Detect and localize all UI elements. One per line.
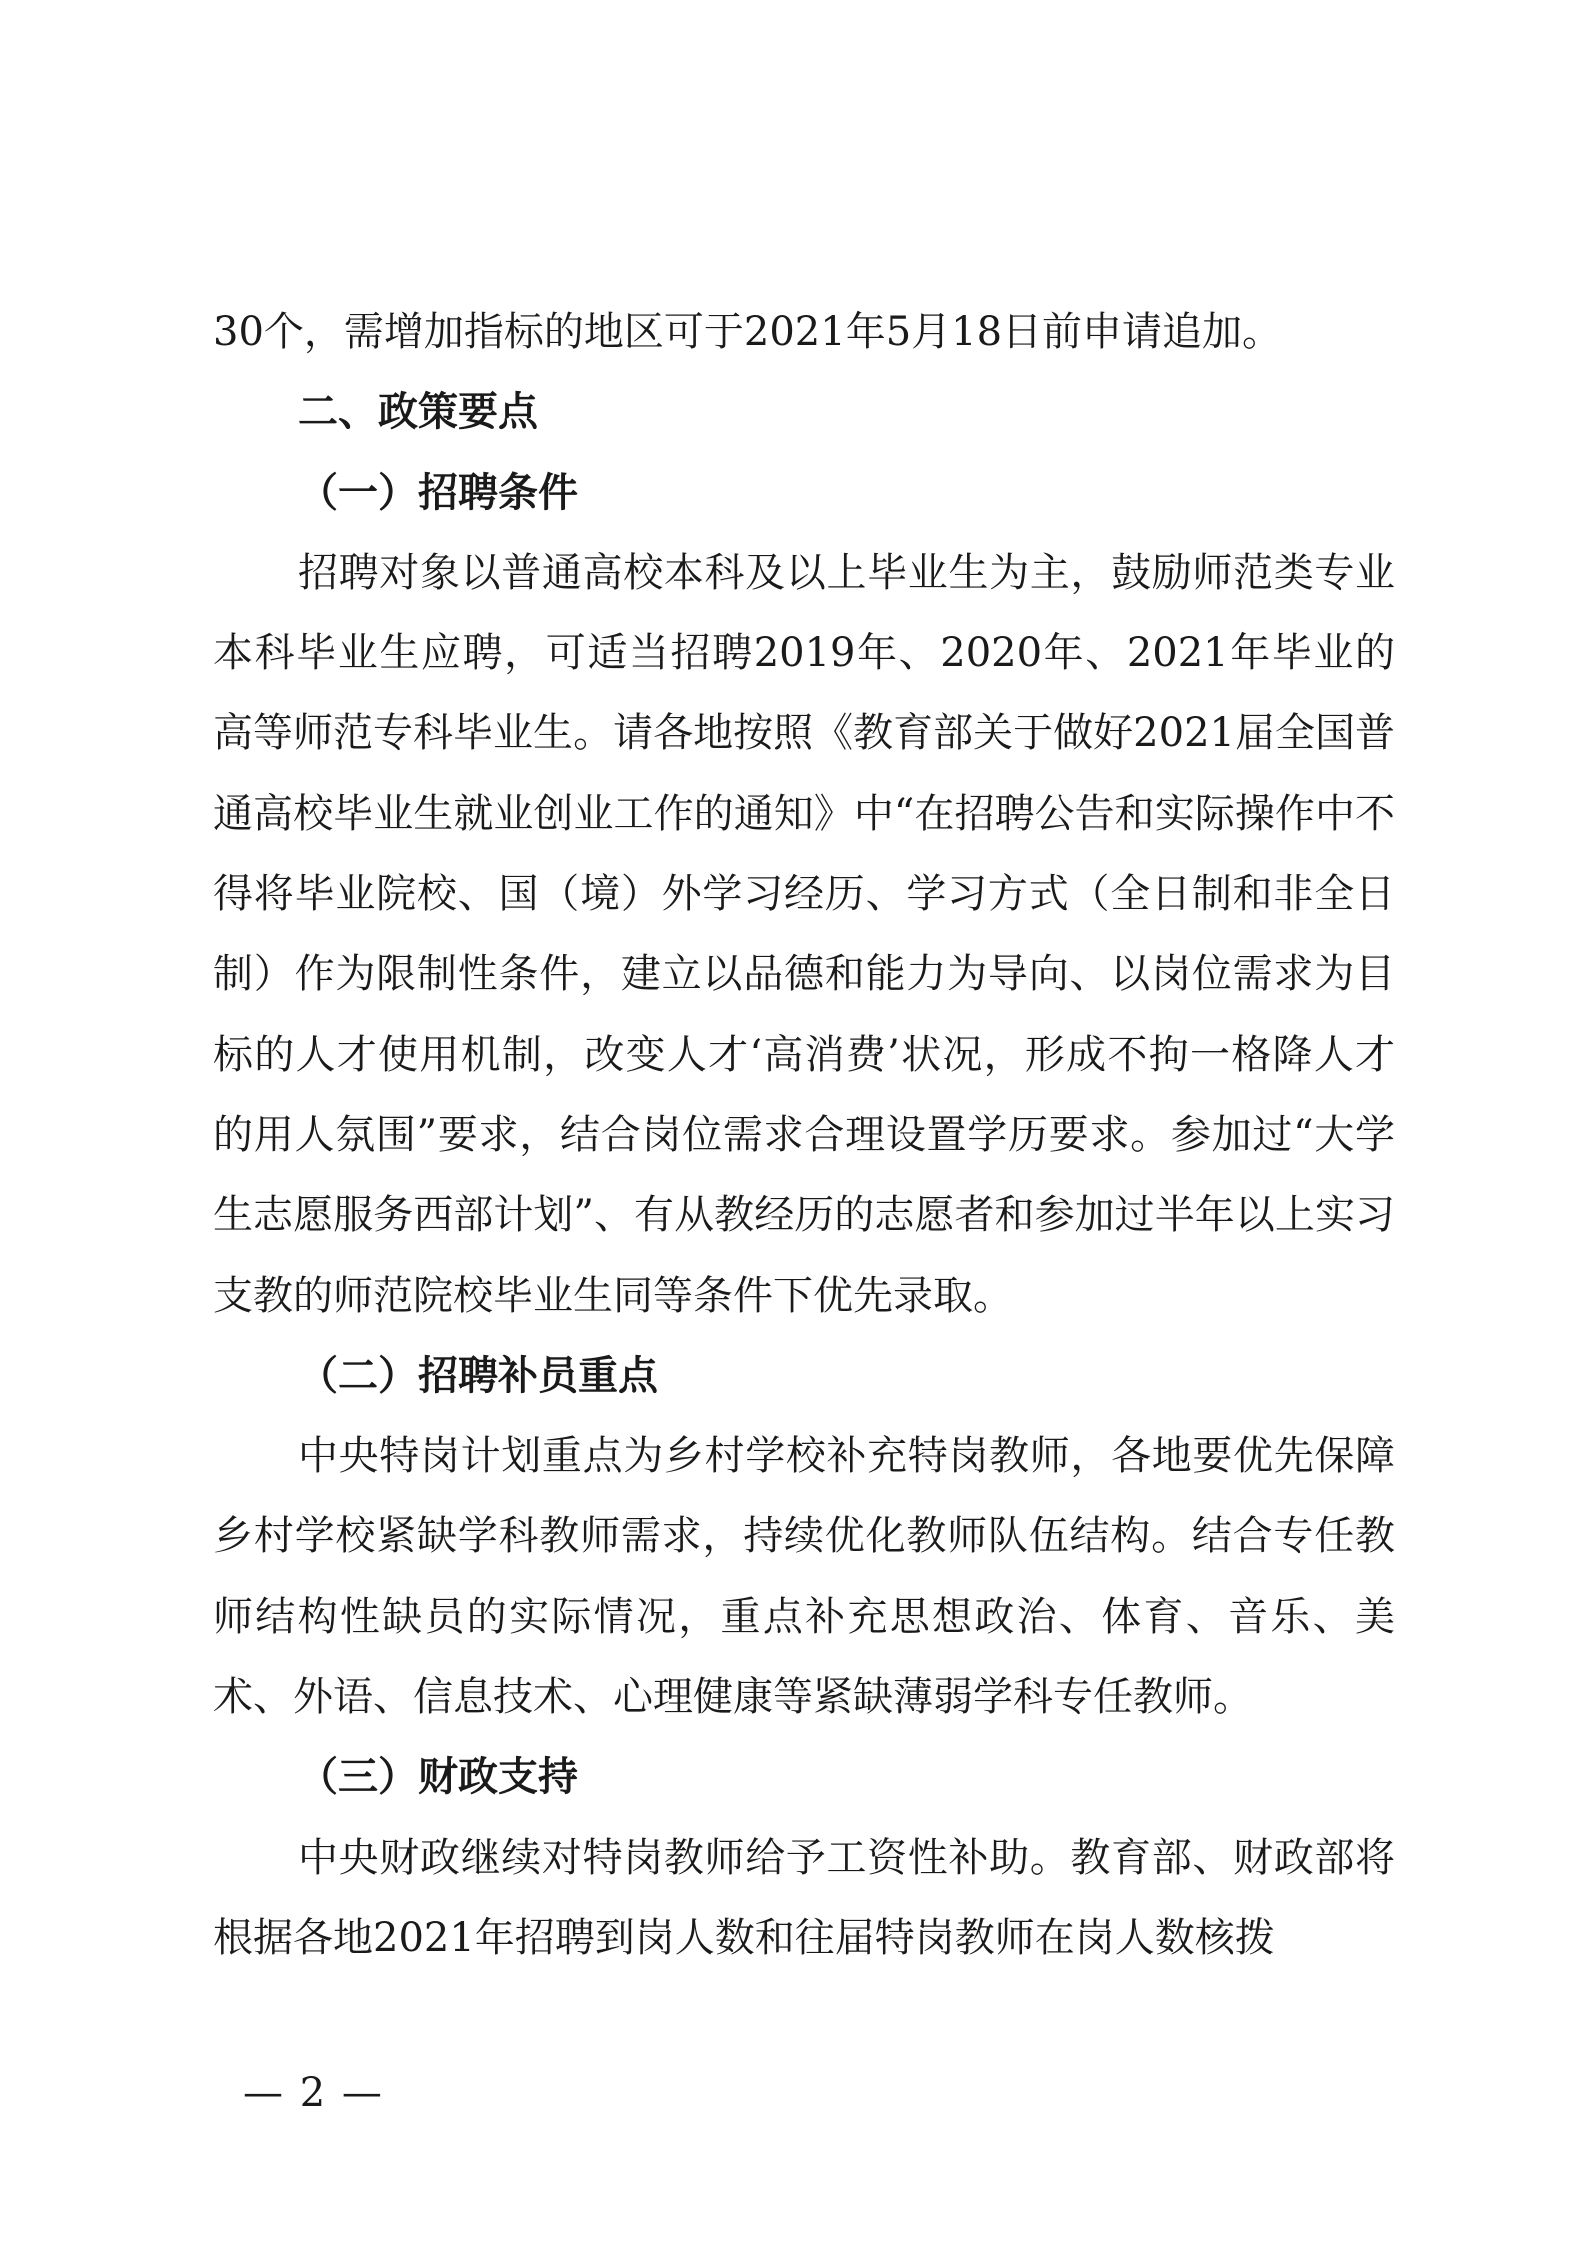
- paragraph-recruitment-conditions: 招聘对象以普通高校本科及以上毕业生为主，鼓励师范类专业本科毕业生应聘，可适当招聘2019年、2020年、2021年毕业的高等师范专科毕业生。请各地按照《教育部关于做好2021届全国普通高校毕业生就业创业工作的通知》中“在招聘公告和实际操作中不得将毕业院校、国（境）外学习经历、学习方式（全日制和非全日制）作为限制性条件，建立以品德和能力为导向、以岗位需求为目标的人才使用机制，改变人才‘高消费’状况，形成不拘一格降人才的用人氛围”要求，结合岗位需求合理设置学历要求。参加过“大学生志愿服务西部计划”、有从教经历的志愿者和参加过半年以上实习支教的师范院校毕业生同等条件下优先录取。: [213, 549, 1395, 1319]
- paragraph-financial-support: 中央财政继续对特岗教师给予工资性补助。教育部、财政部将根据各地2021年招聘到岗人数和往届特岗教师在岗人数核拨: [213, 1834, 1395, 1961]
- subsection-heading-recruitment-conditions: （一）招聘条件: [298, 468, 578, 516]
- paragraph-recruitment-focus: 中央特岗计划重点为乡村学校补充特岗教师，各地要优先保障乡村学校紧缺学科教师需求，持续优化教师队伍结构。结合专任教师结构性缺员的实际情况，重点补充思想政治、体育、音乐、美术、外语、信息技术、心理健康等紧缺薄弱学科专任教师。: [213, 1433, 1395, 1721]
- subsection-heading-recruitment-focus: （二）招聘补员重点: [298, 1351, 658, 1399]
- document-body: [213, 292, 1395, 1978]
- paragraph-continuation: 30个，需增加指标的地区可于2021年5月18日前申请追加。: [213, 309, 1283, 355]
- page-number: — 2 —: [243, 2070, 384, 2116]
- section-heading-policy-points: 二、政策要点: [298, 389, 538, 436]
- subsection-heading-financial-support: （三）财政支持: [298, 1753, 578, 1801]
